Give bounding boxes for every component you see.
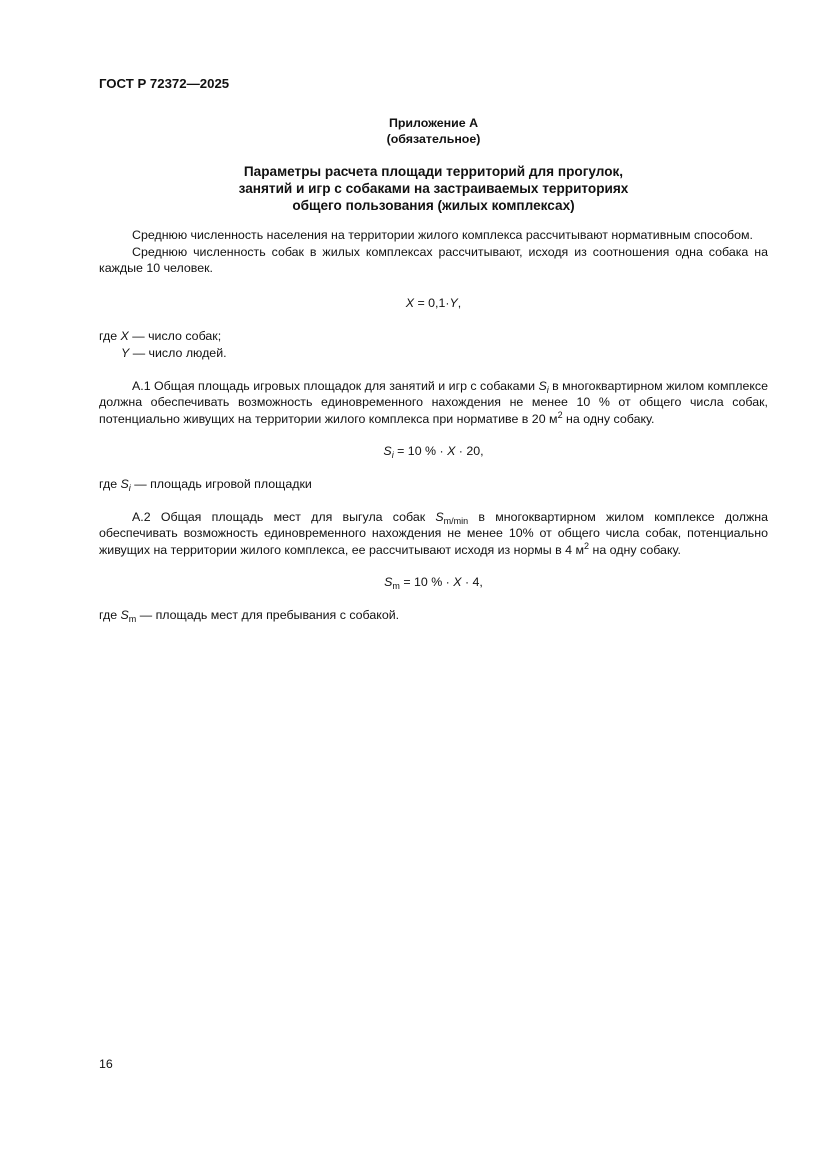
formula3-tail: · 4, [461, 575, 483, 590]
formula2-var-x: X [447, 444, 456, 459]
appendix-heading [99, 115, 768, 147]
formula3-eq: = 10 % · [399, 575, 454, 590]
intro-paragraph-1: Среднюю численность населения на территории жилого комплекса рассчитывают нормативным способом. [132, 228, 753, 242]
where-desc-x: — число собак; [128, 329, 222, 344]
formula2-tail: · 20, [455, 444, 484, 459]
a2-sup: 2 [584, 540, 590, 551]
where-block-1 [99, 328, 768, 361]
where-var-y: Y [121, 345, 130, 360]
formula2-var-s: S [383, 444, 392, 459]
where-block-3 [99, 607, 768, 624]
section-a1-paragraph [99, 378, 768, 428]
a1-text-end: в многоквартирном жилом комплексе должна обеспечивать возможность единовременного нахождения не менее 10 % от общего числа собак, потенциально живущих на территории жилого комплекса при нормативе в 20 м [99, 378, 769, 426]
section-a2-paragraph [99, 509, 768, 559]
formula-eq: = 0,1· [414, 295, 450, 310]
where3-sub: m [128, 613, 137, 624]
intro-paragraph-2: Среднюю численность собак в жилых комплексах рассчитывают, исходя из соотношения одна собака на каждые 10 человек. [99, 244, 768, 276]
a1-var-sub: i [546, 384, 549, 395]
a2-text-start: А.2 Общая площадь мест для выгула собак [132, 509, 436, 524]
formula-playground-area [99, 443, 768, 460]
where3-word: где [99, 607, 121, 622]
where-block-2 [99, 476, 768, 493]
where-line-y [99, 345, 768, 362]
where-var-x: X [120, 329, 129, 344]
appendix-status: (обязательное) [386, 132, 481, 146]
title-line-2: занятий и игр с собаками на застраиваемых территориях [238, 181, 629, 196]
appendix-label: Приложение А [388, 116, 479, 130]
a1-text-tail: на одну собаку. [562, 411, 655, 426]
a1-var-s: S [538, 378, 547, 393]
where2-sub: i [128, 482, 131, 493]
formula3-sub: m [392, 581, 400, 592]
where3-var: S [120, 607, 129, 622]
appendix-title [99, 163, 768, 214]
where-word: где [99, 329, 121, 344]
formula3-var-s: S [384, 575, 393, 590]
formula2-eq: = 10 % · [393, 444, 448, 459]
title-line-3: общего пользования (жилых комплексах) [292, 198, 575, 213]
formula-tail: , [457, 295, 462, 310]
where3-desc: — площадь мест для пребывания с собакой. [136, 607, 400, 622]
formula3-var-x: X [453, 575, 462, 590]
where2-word: где [99, 476, 121, 491]
where-desc-y: — число людей. [129, 345, 227, 360]
where2-desc: — площадь игровой площадки [130, 476, 312, 491]
a1-text-start: А.1 Общая площадь игровых площадок для занятий и игр с собаками [132, 378, 539, 393]
a2-var-s: S [435, 509, 444, 524]
formula2-sub: i [391, 450, 394, 461]
a2-text-end: в многоквартирном жилом комплексе должна обеспечивать возможность единовременного нахождения не менее 10% от общего числа собак, потенциально живущих на территории жилого комплекса, ее рассчитывают исходя из нормы в 4 м [99, 509, 768, 557]
document-body [99, 227, 768, 624]
formula-var-y: Y [449, 295, 458, 310]
formula-walk-area [99, 574, 768, 591]
title-line-1: Параметры расчета площади территорий для прогулок, [243, 164, 624, 179]
standard-code: ГОСТ Р 72372—2025 [99, 76, 230, 91]
page-number: 16 [99, 1057, 113, 1071]
a2-text-tail: на одну собаку. [589, 542, 681, 557]
a2-var-sub: m/min [443, 515, 469, 526]
where2-var: S [120, 476, 129, 491]
formula-var-x: X [405, 295, 415, 310]
formula-dogs-count [99, 295, 768, 312]
where-line-x [99, 328, 768, 345]
a1-sup: 2 [557, 409, 563, 420]
